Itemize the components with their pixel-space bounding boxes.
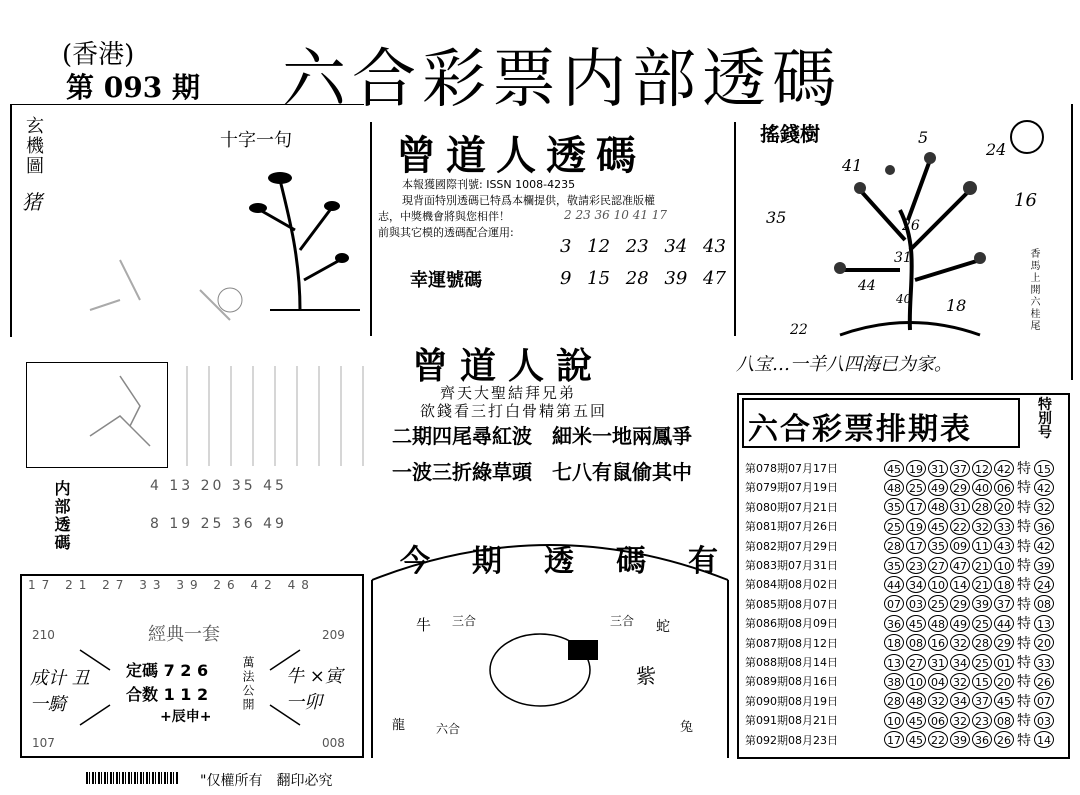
ball-number: 35 — [928, 537, 948, 554]
notice-line3: 志，中獎機會將與您相伴！ — [378, 210, 510, 223]
row-date: 第085期08月07日 — [745, 597, 838, 611]
page-title: 六合彩票内部透碼 — [282, 43, 842, 117]
ball-number: 49 — [928, 479, 948, 496]
row-date: 第088期08月14日 — [745, 656, 838, 669]
corner-tl: 210 — [32, 628, 55, 642]
special-label: 特 — [1017, 693, 1031, 710]
special-ball: 15 — [1034, 460, 1054, 477]
ball-number: 34 — [906, 576, 926, 593]
ball-number: 43 — [994, 537, 1014, 554]
special-label: 特 — [1017, 713, 1031, 730]
ball-number: 25 — [972, 615, 992, 632]
ball-number: 17 — [906, 498, 926, 515]
schedule-row — [745, 536, 1055, 556]
special-ball: 36 — [1034, 518, 1054, 535]
ball-number: 38 — [884, 673, 904, 690]
arrows-icon — [60, 630, 320, 740]
label-snake: 蛇 — [656, 619, 670, 635]
tree-num-44: 44 — [858, 278, 876, 294]
special-ball: 32 — [1034, 498, 1054, 515]
row-date: 第083期07月31日 — [745, 559, 838, 572]
ball-number: 44 — [994, 615, 1014, 632]
ball-number: 10 — [994, 557, 1014, 574]
ball-number: 45 — [884, 460, 904, 477]
special-ball: 24 — [1034, 576, 1054, 593]
ball-number: 32 — [928, 692, 948, 709]
ball-number: 33 — [994, 518, 1014, 535]
code-row1: 3 12 23 34 43 — [560, 236, 726, 257]
tree-num-40: 40 — [896, 292, 912, 306]
fixed-code: 定碼 7 2 6 — [126, 661, 209, 680]
label-dragon: 龍 — [392, 718, 406, 733]
ball-number: 29 — [994, 634, 1014, 651]
money-tree-icon — [780, 130, 1040, 350]
special-ball: 07 — [1034, 692, 1054, 709]
ball-number: 34 — [950, 692, 970, 709]
row-date: 第084期08月02日 — [745, 578, 838, 592]
schedule-row — [745, 652, 1055, 672]
ball-number: 48 — [884, 479, 904, 496]
tree-side-text: 香馬上開六桂尾 — [1028, 248, 1039, 332]
ball-number: 39 — [950, 731, 970, 748]
special-label: 特 — [1017, 635, 1031, 652]
schedule-row — [745, 613, 1055, 633]
ball-number: 28 — [972, 498, 992, 515]
row-date: 第081期07月26日 — [745, 520, 838, 534]
ball-number: 17 — [906, 537, 926, 554]
ball-number: 19 — [906, 518, 926, 535]
ball-number: 45 — [906, 712, 926, 729]
tree-num-22: 22 — [790, 322, 808, 338]
ball-number: 18 — [884, 634, 904, 651]
special-ball: 20 — [1034, 634, 1054, 651]
lucky-label: 幸運號碼 — [410, 270, 482, 291]
schedule-row — [745, 516, 1055, 536]
corner-br: 008 — [322, 736, 345, 750]
special-label: 特 — [1017, 577, 1031, 594]
xuanji-animal: 猪 — [22, 190, 42, 214]
ball-number: 07 — [884, 595, 904, 612]
ball-number: 11 — [972, 537, 992, 554]
ball-number: 45 — [994, 692, 1014, 709]
special-label: 特 — [1017, 480, 1031, 497]
code-row2: 9 15 28 39 47 — [560, 268, 726, 289]
tree-num-16: 16 — [1014, 190, 1037, 211]
special-ball: 03 — [1034, 712, 1054, 729]
ball-number: 25 — [884, 518, 904, 535]
zeng-code-title: 曾道人透碼 — [396, 132, 646, 179]
ball-number: 01 — [994, 654, 1014, 671]
ball-number: 39 — [972, 595, 992, 612]
row-date: 第078期07月17日 — [745, 462, 838, 475]
ball-number: 36 — [972, 731, 992, 748]
ball-number: 23 — [906, 557, 926, 574]
label-sanhe-left: 三合 — [452, 614, 477, 628]
ball-number: 21 — [972, 557, 992, 574]
special-label: 特 — [1017, 558, 1031, 574]
row-date: 第089期08月16日 — [745, 675, 838, 689]
special-ball: 08 — [1034, 595, 1054, 612]
barcode-icon — [86, 772, 178, 784]
ball-number: 08 — [994, 712, 1014, 729]
schedule-row — [745, 633, 1055, 653]
ball-number: 10 — [906, 673, 926, 690]
ball-number: 12 — [972, 460, 992, 477]
special-label: 特 — [1017, 655, 1031, 671]
label-liuhe: 六合 — [436, 722, 461, 736]
inner-code-row2: 8 19 25 36 49 — [150, 516, 287, 532]
ball-number: 44 — [884, 576, 904, 593]
ball-number: 03 — [906, 595, 926, 612]
special-label: 特 — [1017, 674, 1031, 691]
classic-top-numbers: 17 21 27 33 39 26 42 48 — [28, 578, 315, 592]
ball-number: 28 — [972, 634, 992, 651]
tree-sketch-icon — [60, 150, 360, 330]
ball-number: 37 — [950, 460, 970, 477]
ball-number: 29 — [950, 479, 970, 496]
schedule-row — [745, 691, 1055, 711]
ball-number: 26 — [994, 731, 1014, 748]
ball-number: 48 — [928, 615, 948, 632]
ball-number: 20 — [994, 673, 1014, 690]
money-tree-title: 搖錢樹 — [760, 122, 820, 146]
ball-number: 35 — [884, 557, 904, 574]
ball-number: 37 — [994, 595, 1014, 612]
ball-number: 04 — [928, 673, 948, 690]
ball-number: 40 — [972, 479, 992, 496]
ball-number: 45 — [906, 615, 926, 632]
ball-number: 16 — [928, 634, 948, 651]
ball-number: 48 — [906, 692, 926, 709]
inner-code-label: 内部透碼 — [52, 480, 71, 552]
tree-bottom-text: 八宝…一羊八四海已为家。 — [736, 354, 952, 375]
notice-line4: 前與其它模的透碼配合運用: — [378, 226, 514, 239]
row-date: 第079期07月19日 — [745, 481, 838, 495]
ball-number: 06 — [928, 712, 948, 729]
row-date: 第080期07月21日 — [745, 500, 838, 514]
special-label: 特 — [1017, 499, 1031, 516]
issn-line: 本報獲國際刊號: ISSN 1008-4235 — [402, 178, 576, 191]
ball-number: 36 — [884, 615, 904, 632]
schedule-row — [745, 671, 1055, 691]
row-date: 第082期07月29日 — [745, 539, 838, 553]
schedule-row — [745, 730, 1055, 750]
ball-number: 06 — [994, 479, 1014, 496]
label-sanhe-right: 三合 — [610, 614, 635, 628]
vertical-columns — [176, 366, 366, 466]
tree-num-24: 24 — [986, 140, 1007, 159]
special-label: 特 — [1017, 596, 1031, 613]
schedule-row — [745, 477, 1055, 497]
ball-number: 37 — [972, 692, 992, 709]
ball-number: 49 — [950, 615, 970, 632]
classic-label: 經典一套 — [148, 624, 220, 645]
special-label: 特 — [1017, 519, 1031, 536]
ball-number: 42 — [994, 460, 1014, 477]
row-date: 第091期08月21日 — [745, 714, 838, 728]
poem-line1: 二期四尾尋紅波 細米一地兩鳳爭 — [392, 424, 692, 448]
special-label: 特 — [1017, 732, 1031, 749]
ball-number: 34 — [950, 654, 970, 671]
ball-number: 45 — [906, 731, 926, 748]
tree-num-41: 41 — [842, 156, 863, 175]
ball-number: 27 — [928, 557, 948, 574]
special-ball: 13 — [1034, 615, 1054, 632]
xuanji-label: 玄機圖 — [23, 116, 44, 176]
ball-number: 14 — [950, 576, 970, 593]
ball-number: 31 — [928, 654, 948, 671]
ball-number: 27 — [906, 654, 926, 671]
schedule-row — [745, 594, 1055, 614]
row-date: 第086期08月09日 — [745, 617, 838, 631]
hand-numbers: 2 23 36 10 41 17 — [564, 208, 668, 222]
figure-sketch-icon — [30, 366, 160, 462]
schedule-row — [745, 710, 1055, 730]
special-ball: 14 — [1034, 731, 1054, 748]
ball-number: 25 — [928, 595, 948, 612]
zeng-says-sub1: 齊天大聖結拜兄弟 — [440, 384, 577, 402]
special-label: 特 — [1017, 538, 1031, 555]
schedule-row — [745, 497, 1055, 517]
corner-tr: 209 — [322, 628, 345, 642]
ball-number: 13 — [884, 654, 904, 671]
ball-number: 09 — [950, 537, 970, 554]
ball-number: 23 — [972, 712, 992, 729]
special-badge: 特別号 — [1038, 397, 1054, 441]
ball-number: 32 — [950, 712, 970, 729]
ball-number: 10 — [884, 712, 904, 729]
ball-number: 35 — [884, 498, 904, 515]
ball-number: 28 — [884, 692, 904, 709]
schedule-row — [745, 458, 1055, 478]
schedule-row — [745, 574, 1055, 594]
label-purple: 紫 — [636, 664, 656, 688]
row-date: 第090期08月19日 — [745, 694, 838, 708]
ball-number: 22 — [950, 518, 970, 535]
copyright-text: "仅權所有 翻印必究 — [200, 773, 333, 789]
ball-number: 20 — [994, 498, 1014, 515]
left-handwriting: 成计 丑一騎 — [30, 668, 90, 715]
schedule-title: 六合彩票排期表 — [748, 412, 972, 447]
ball-number: 22 — [928, 731, 948, 748]
ball-number: 31 — [950, 498, 970, 515]
row-date: 第092期08月23日 — [745, 733, 838, 747]
ball-number: 28 — [884, 537, 904, 554]
tree-num-5: 5 — [918, 128, 929, 147]
ball-number: 08 — [906, 634, 926, 651]
special-ball: 26 — [1034, 673, 1054, 690]
special-ball: 42 — [1034, 479, 1054, 496]
corner-bl: 107 — [32, 736, 55, 750]
label-ox: 牛 — [416, 616, 432, 634]
sum-code: 合数 1 1 2 — [126, 685, 209, 704]
ball-number: 32 — [950, 634, 970, 651]
ball-number: 15 — [972, 673, 992, 690]
region-label: (香港) — [62, 40, 135, 70]
ball-number: 25 — [906, 479, 926, 496]
ball-number: 29 — [950, 595, 970, 612]
issue-number: 第 093 期 — [66, 71, 200, 104]
tree-num-31: 31 — [894, 250, 912, 266]
badge-circle — [1010, 120, 1044, 154]
today-code-title: 今期透碼有 — [400, 544, 760, 579]
special-label: 特 — [1017, 616, 1031, 633]
ball-number: 45 — [928, 518, 948, 535]
tree-num-26: 26 — [902, 218, 920, 234]
tree-num-18: 18 — [946, 296, 967, 315]
label-rabbit: 兔 — [680, 720, 694, 735]
ball-number: 47 — [950, 557, 970, 574]
special-ball: 42 — [1034, 537, 1054, 554]
row-date: 第087期08月12日 — [745, 636, 838, 650]
right-handwriting: 牛 ×寅 一卯 — [286, 666, 343, 713]
zeng-says-sub2: 欲錢看三打白骨精第五回 — [420, 402, 608, 420]
tree-num-35: 35 — [766, 208, 787, 227]
ball-number: 48 — [928, 498, 948, 515]
method-public: 萬法公開 — [241, 656, 255, 712]
ball-number: 10 — [928, 576, 948, 593]
zeng-says-title: 曾道人說 — [412, 345, 605, 387]
ball-number: 17 — [884, 731, 904, 748]
special-label: 特 — [1017, 461, 1031, 477]
ball-number: 32 — [972, 518, 992, 535]
special-ball: 39 — [1034, 557, 1054, 574]
ball-number: 18 — [994, 576, 1014, 593]
ball-number: 21 — [972, 576, 992, 593]
ball-number: 19 — [906, 460, 926, 477]
cross-caption: 十字一句 — [220, 130, 292, 151]
notice-line2: 現背面特別透碼已特爲本欄提供，敬請彩民認准版權 — [402, 194, 655, 207]
special-ball: 33 — [1034, 654, 1054, 671]
ball-number: 32 — [950, 673, 970, 690]
ball-number: 25 — [972, 654, 992, 671]
ball-number: 31 — [928, 460, 948, 477]
schedule-row — [745, 555, 1055, 575]
zodiac-plus: +辰申+ — [160, 709, 212, 725]
inner-code-row1: 4 13 20 35 45 — [150, 478, 287, 494]
poem-line2: 一波三折綠草頭 七八有鼠偷其中 — [392, 460, 692, 484]
